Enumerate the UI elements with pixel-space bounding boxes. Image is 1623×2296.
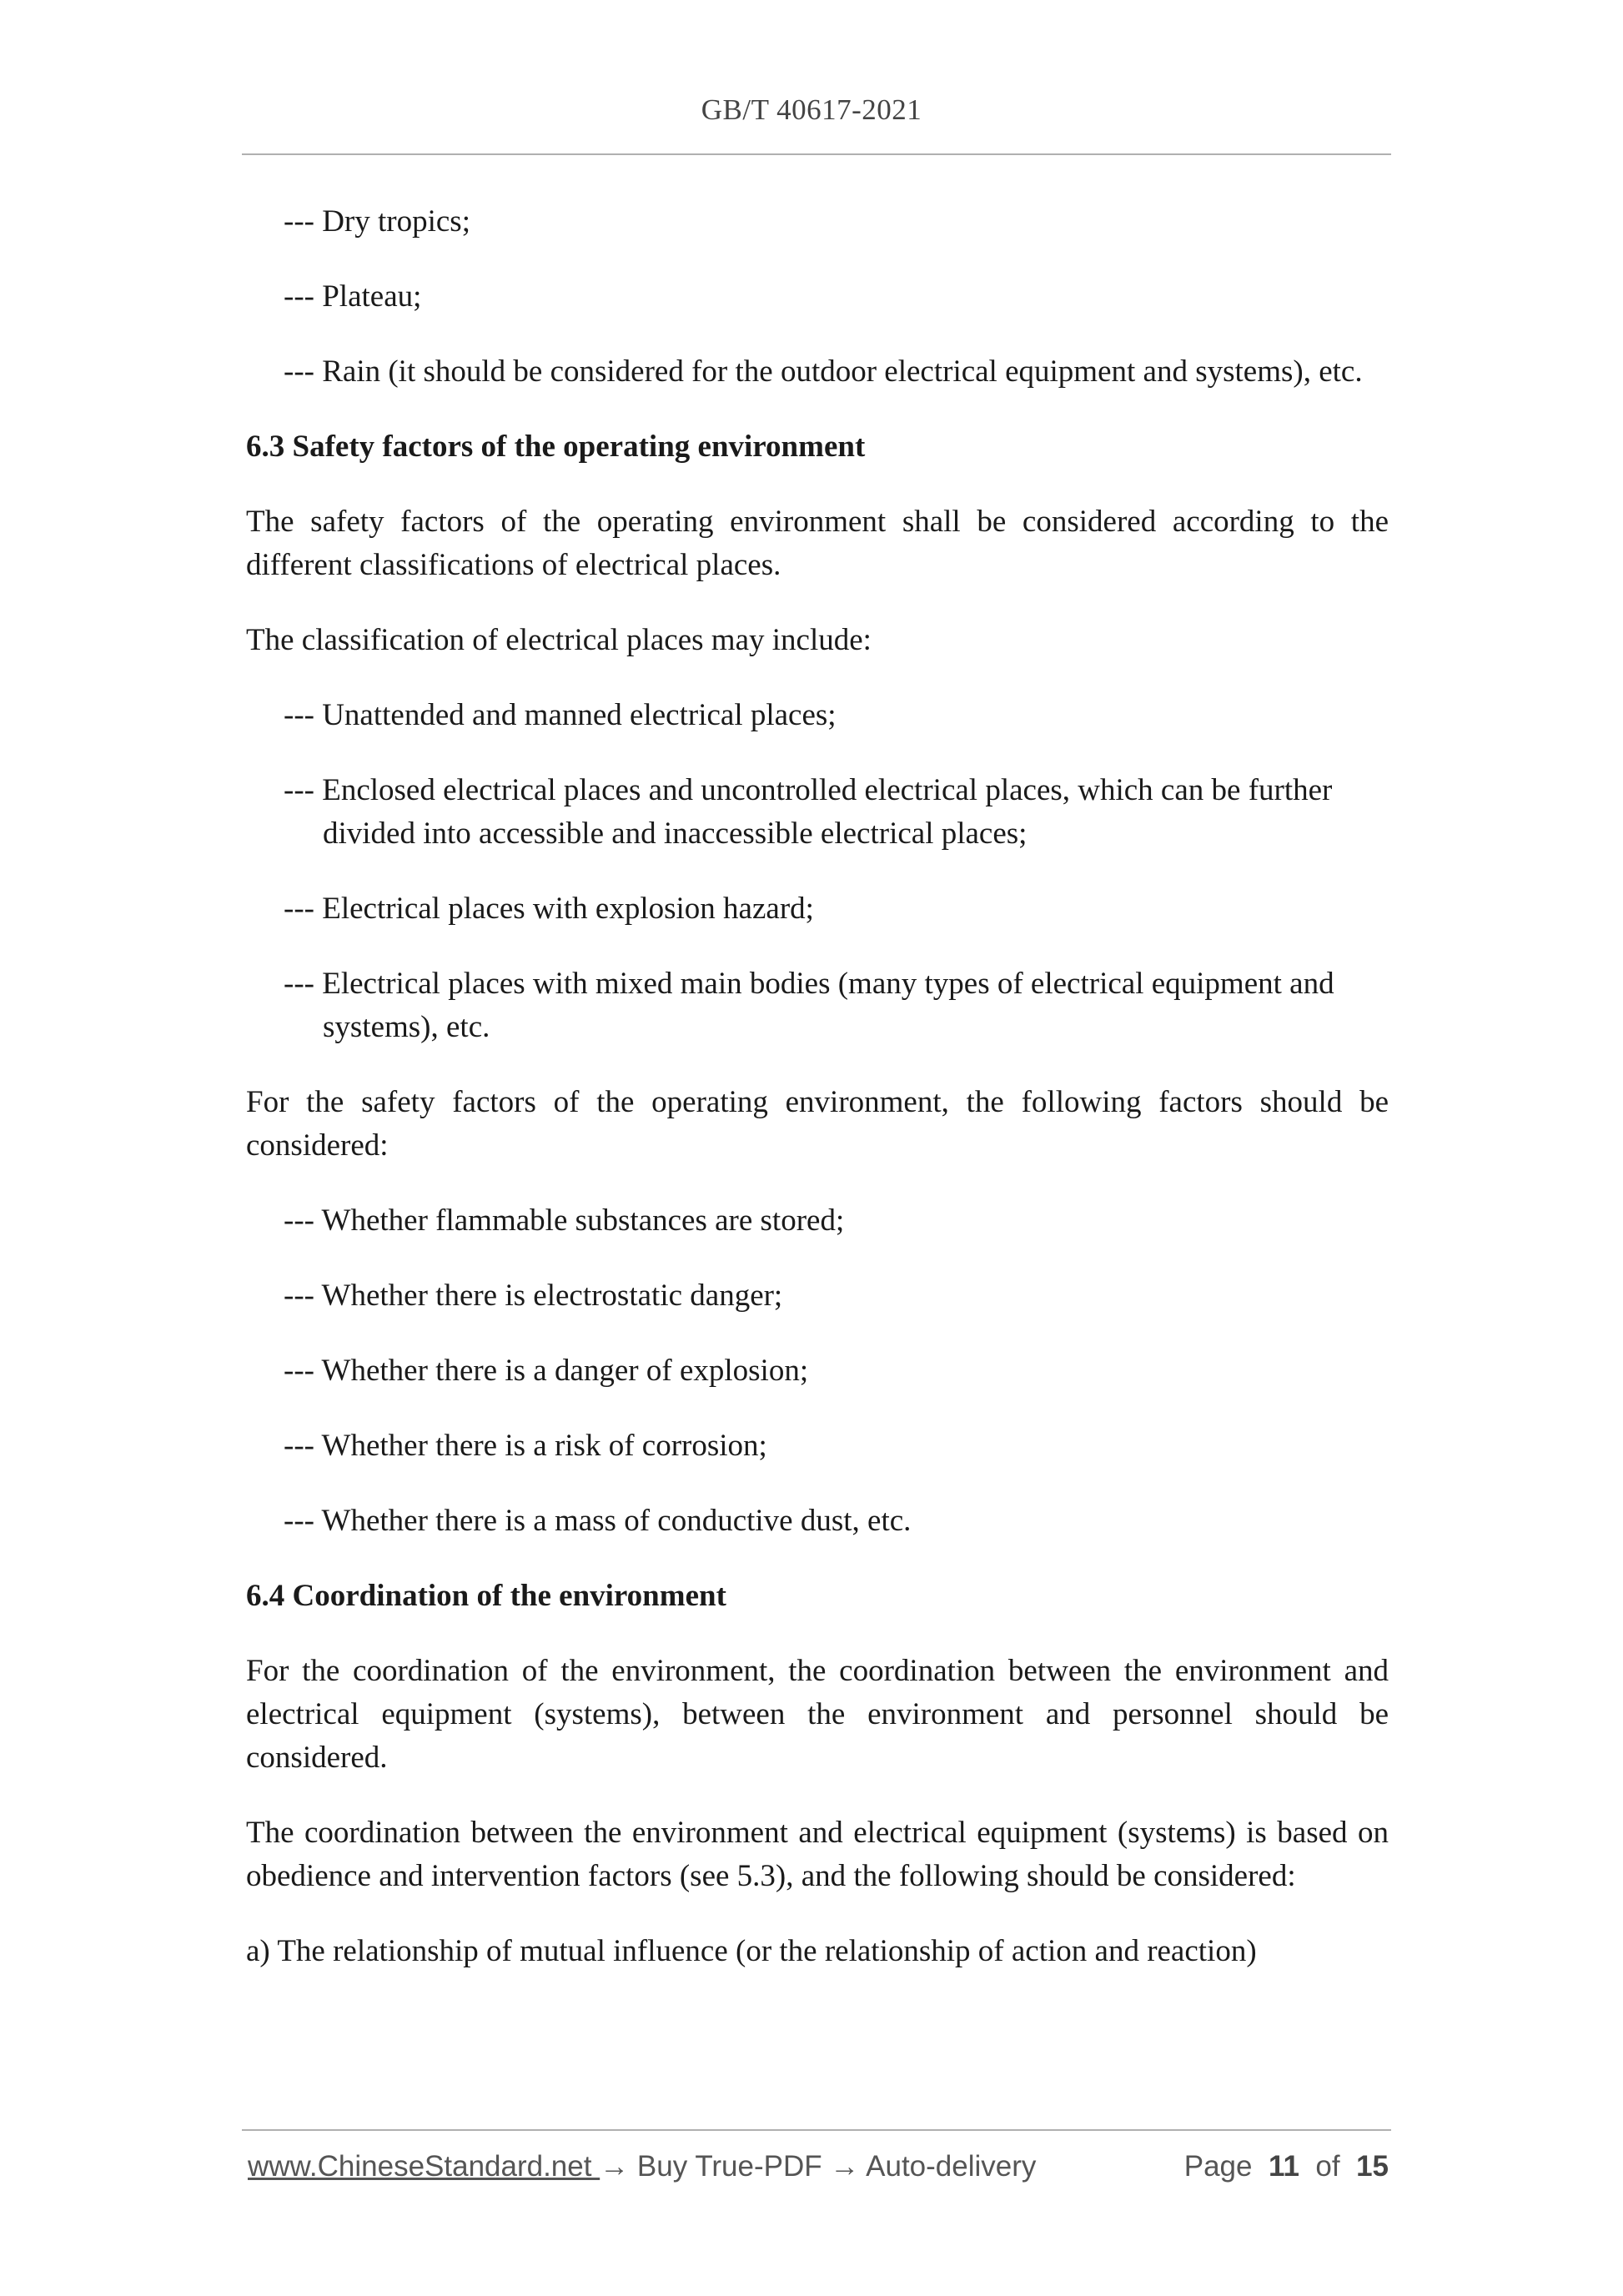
arrow-right-icon: → (830, 2150, 860, 2183)
current-page: 11 (1268, 2150, 1299, 2183)
header-divider (242, 153, 1391, 155)
list-item-corrosion: --- Whether there is a risk of corrosion; (284, 1429, 767, 1463)
footer-promo (248, 2150, 1036, 2183)
website-link[interactable]: www.ChineseStandard.net (248, 2150, 600, 2183)
list-item-electrostatic: --- Whether there is electrostatic danger; (284, 1279, 783, 1313)
buy-true-pdf-text: Buy True-PDF (629, 2150, 831, 2183)
footer-divider (242, 2129, 1391, 2131)
document-id: GB/T 40617-2021 (701, 93, 922, 126)
of-label: of (1315, 2150, 1340, 2183)
list-item-explosion-danger: --- Whether there is a danger of explosion; (284, 1354, 809, 1388)
page-header (0, 93, 1623, 127)
list-item-conductive-dust: --- Whether there is a mass of conductive dust, etc. (284, 1504, 912, 1538)
section-heading-6-3: 6.3 Safety factors of the operating environment (246, 430, 866, 464)
list-item-rain: --- Rain (it should be considered for the outdoor electrical equipment and systems), etc. (284, 354, 1363, 389)
paragraph-factors-intro: For the safety factors of the operating environment, the following factors should be considered: (246, 1085, 1389, 1163)
document-body (246, 200, 1389, 2005)
paragraph-safety-factors: The safety factors of the operating environment shall be considered according to the different classifications of electrical places. (246, 505, 1389, 582)
list-item-dry-tropics: --- Dry tropics; (284, 204, 470, 239)
list-item-unattended: --- Unattended and manned electrical places; (284, 698, 837, 732)
list-item-plateau: --- Plateau; (284, 279, 422, 314)
page-number (1184, 2150, 1389, 2183)
list-item-mixed-bodies: --- Electrical places with mixed main bodies (many types of electrical equipment and systems), etc. (284, 967, 1334, 1044)
paragraph-classification-intro: The classification of electrical places may include: (246, 623, 872, 657)
arrow-right-icon: → (600, 2150, 630, 2183)
page-label: Page (1183, 2150, 1253, 2183)
auto-delivery-text: Auto-delivery (859, 2150, 1037, 2183)
section-heading-6-4: 6.4 Coordination of the environment (246, 1579, 726, 1613)
paragraph-coordination: For the coordination of the environment, the coordination between the environment and electrical equipment (systems), between the environment and personnel should be considered. (246, 1654, 1389, 1775)
paragraph-item-a: a) The relationship of mutual influence (or the relationship of action and reaction) (246, 1934, 1257, 1968)
paragraph-coordination-equipment: The coordination between the environment and electrical equipment (systems) is based on obedience and intervention factors (see 5.3), and the following should be considered: (246, 1816, 1389, 1893)
list-item-explosion-hazard: --- Electrical places with explosion hazard; (284, 892, 814, 926)
total-pages: 15 (1356, 2150, 1389, 2183)
list-item-flammable: --- Whether flammable substances are stored; (284, 1203, 845, 1238)
list-item-enclosed: --- Enclosed electrical places and uncontrolled electrical places, which can be further divided into accessible and inaccessible electrical places; (284, 773, 1333, 851)
